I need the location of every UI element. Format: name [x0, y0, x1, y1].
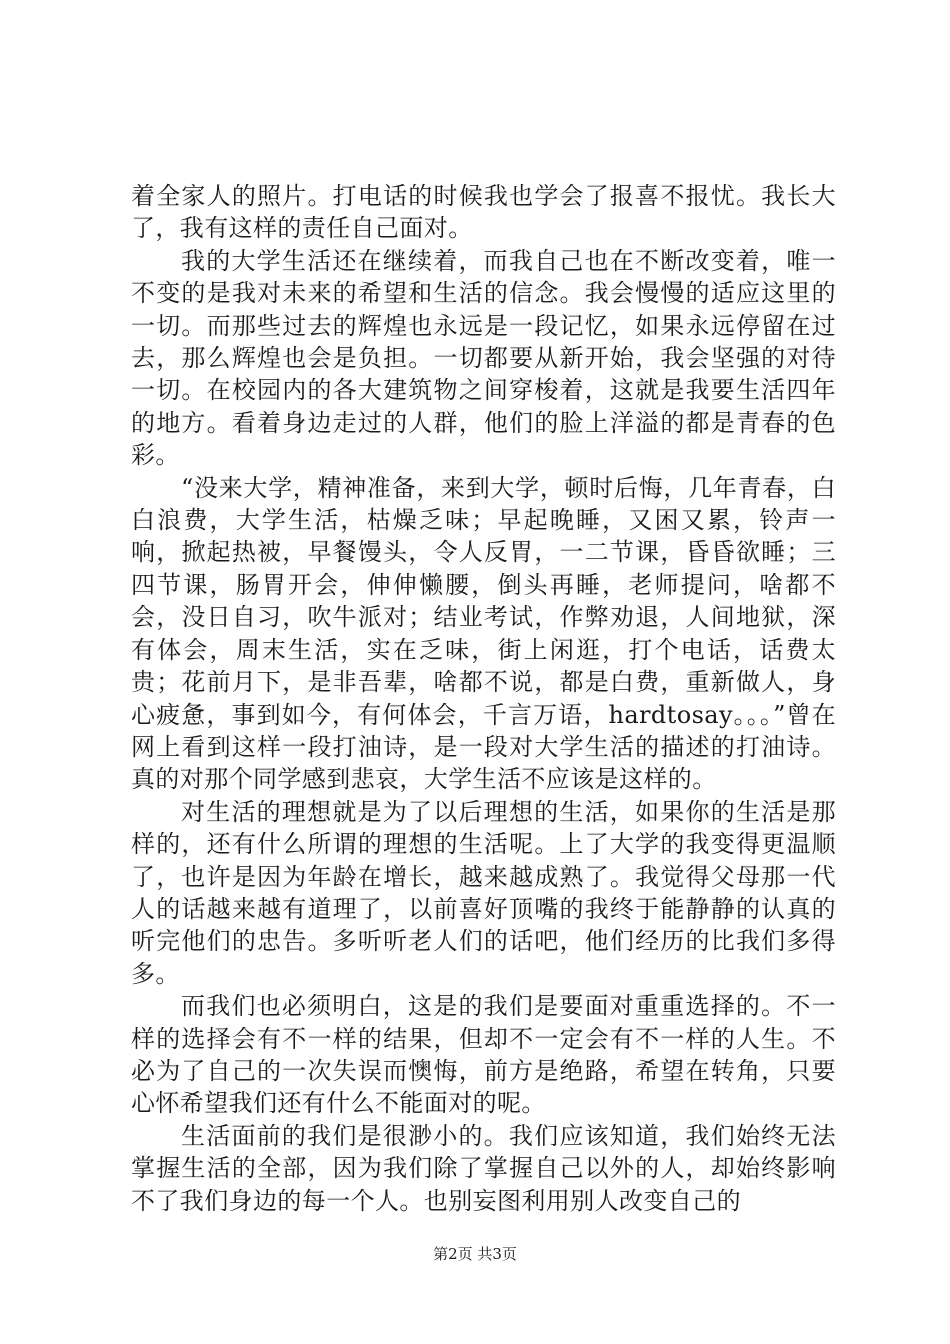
- document-body: [131, 180, 836, 1217]
- paragraph-choices: 而我们也必须明白，这是的我们是要面对重重选择的。不一样的选择会有不一样的结果，但却不一定会有不一样的人生。不必为了自己的一次失误而懊悔，前方是绝路，希望在转角，只要心怀希望我们还有什么不能面对的呢。: [131, 992, 836, 1118]
- page-footer: 第2页 共3页: [433, 1245, 517, 1263]
- paragraph-ideal-life: 对生活的理想就是为了以后理想的生活，如果你的生活是那样的，还有什么所谓的理想的生活呢。上了大学的我变得更温顺了，也许是因为年龄在增长，越来越成熟了。我觉得父母那一代人的话越来越有道理了，以前喜好顶嘴的我终于能静静的认真的听完他们的忠告。多听听老人们的话吧，他们经历的比我们多得多。: [131, 797, 836, 988]
- paragraph-university-life: 我的大学生活还在继续着，而我自己也在不断改变着，唯一不变的是我对未来的希望和生活的信念。我会慢慢的适应这里的一切。而那些过去的辉煌也永远是一段记忆，如果永远停留在过去，那么辉煌也会是负担。一切都要从新开始，我会坚强的对待一切。在校园内的各大建筑物之间穿梭着，这就是我要生活四年的地方。看着身边走过的人群，他们的脸上洋溢的都是青春的色彩。: [131, 246, 836, 470]
- paragraph-continued: 着全家人的照片。打电话的时候我也学会了报喜不报忧。我长大了，我有这样的责任自己面对。: [131, 182, 836, 243]
- paragraph-doggerel-poem: “没来大学，精神准备，来到大学，顿时后悔，几年青春，白白浪费，大学生活，枯燥乏味；早起晚睡，又困又累，铃声一响，掀起热被，早餐馒头，令人反胃，一二节课，昏昏欲睡；三四节课，肠胃开会，伸伸懒腰，倒头再睡，老师提问，啥都不会，没日自习，吹牛派对；结业考试，作弊劝退，人间地狱，深有体会，周末生活，实在乏味，街上闲逛，打个电话，话费太贵；花前月下，是非吾辈，啥都不说，都是白费，重新做人，身心疲惫，事到如今，有何体会，千言万语，hardtosay。。。”曾在网上看到这样一段打油诗，是一段对大学生活的描述的打油诗。真的对那个同学感到悲哀，大学生活不应该是这样的。: [131, 473, 836, 794]
- paragraph-life-small: 生活面前的我们是很渺小的。我们应该知道，我们始终无法掌握生活的全部，因为我们除了掌握自己以外的人，却始终影响不了我们身边的每一个人。也别妄图利用别人改变自己的: [131, 1121, 836, 1215]
